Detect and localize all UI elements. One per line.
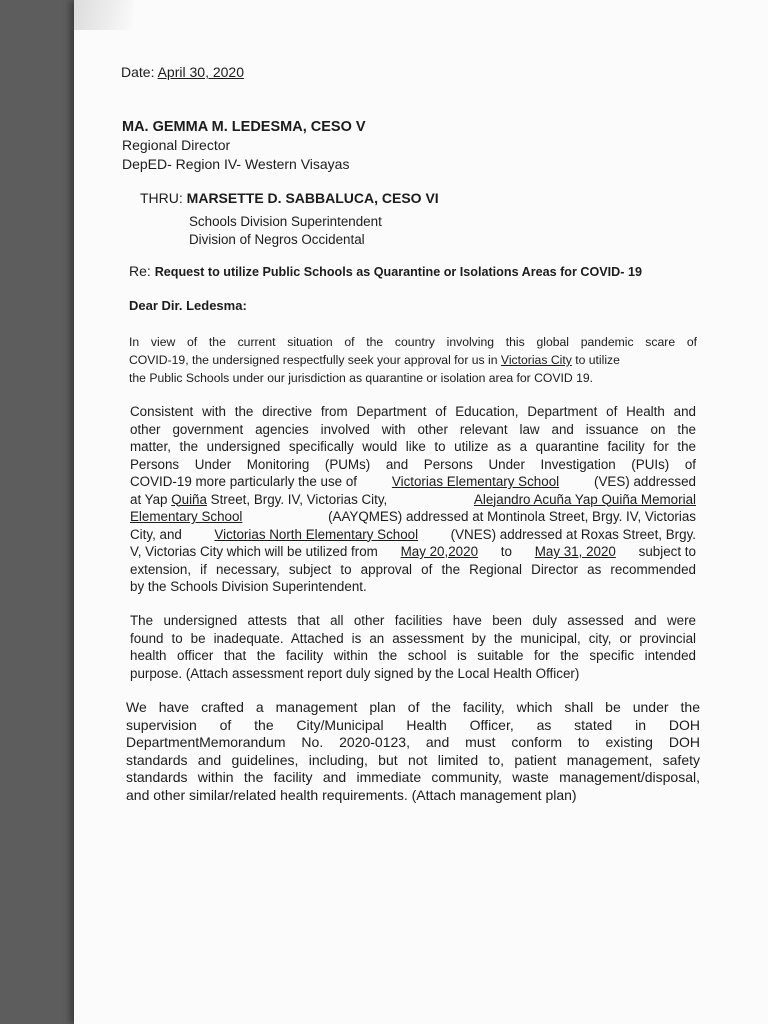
- p3-line-1: The undersigned attests that all other facilities have been duly assessed and were: [130, 613, 696, 628]
- p4-word: supervision: [126, 716, 197, 733]
- thru-office: Division of Negros Occidental: [189, 232, 365, 247]
- p4-word: as: [536, 716, 552, 733]
- p2-line-4: Persons Under Monitoring (PUMs) and Persons Under Investigation (PUIs) of: [130, 456, 696, 472]
- school-name-aayqmes-cont: Elementary School: [130, 509, 243, 524]
- p2-text-part: at Yap: [130, 491, 172, 507]
- p2-line-3: matter, the undersigned specifically would like to utilize as a quarantine facility for the: [130, 439, 696, 454]
- p2-text: to: [500, 544, 512, 559]
- p2-text: (VNES) addressed at Roxas Street, Brgy.: [450, 526, 696, 542]
- p4-line-1: We have crafted a management plan of the facility, which shall be under the: [126, 699, 700, 715]
- p1-city-link: Victorias City: [500, 353, 572, 367]
- p2-text-part: Street, Brgy. IV, Victorias City,: [206, 491, 388, 507]
- p1-line-1: In view of the current situation of the country involving this global pandemic scare of: [129, 335, 697, 349]
- p4-word: Health: [406, 716, 447, 733]
- end-date: May 31, 2020: [534, 544, 616, 559]
- scanned-letter-page: [74, 0, 768, 1024]
- p3-line-3: health officer that the facility within the school is suitable for the specific intended: [130, 648, 696, 663]
- p1-text-end: to utilize: [571, 353, 620, 367]
- school-name-aayqmes: Alejandro Acuña Yap Quiña Memorial: [473, 491, 696, 507]
- start-date: May 20,2020: [400, 544, 479, 559]
- thru-label: THRU:: [140, 190, 183, 206]
- p4-word: DOH: [668, 716, 700, 733]
- p2-text: V, Victorias City which will be utilized from: [130, 544, 378, 559]
- p2-line-7: [130, 508, 696, 526]
- p2-line-9: [130, 543, 696, 561]
- p2-text: (VES) addressed: [594, 474, 696, 489]
- p2-text: (AAYQMES) addressed at Montinola Street, Brgy. IV, Victorias: [328, 509, 696, 524]
- p2-line-10: extension, if necessary, subject to approval of the Regional Director as recommended: [130, 561, 696, 577]
- thru-line: [140, 190, 439, 207]
- p2-line-6: [130, 491, 696, 509]
- p4-word: City/Municipal: [296, 716, 384, 733]
- p4-line-6: and other similar/related health requirements. (Attach management plan): [126, 786, 577, 803]
- date-line: [121, 64, 244, 81]
- p1-text: COVID-19, the undersigned respectfully seek your approval for us in: [129, 353, 501, 367]
- p2-line-1: Consistent with the directive from Department of Education, Department of Health and: [130, 404, 696, 419]
- p4-word: stated: [574, 716, 613, 733]
- p2-text: subject to: [638, 544, 696, 559]
- date-value: April 30, 2020: [157, 64, 244, 80]
- addressee-office: DepED- Region IV- Western Visayas: [122, 156, 350, 172]
- p4-word: Officer,: [469, 716, 514, 733]
- subject-text: Request to utilize Public Schools as Quarantine or Isolations Areas for COVID- 19: [154, 265, 642, 279]
- street-name: Quiña: [171, 491, 207, 507]
- p2-text: [130, 491, 387, 509]
- p1-line-2: [129, 352, 620, 369]
- letter-content: [74, 0, 768, 1024]
- p4-line-4: standards and guidelines, including, but not limited to, patient management, safety: [126, 751, 700, 768]
- p2-text: City, and: [130, 526, 182, 542]
- subject-label: Re:: [129, 263, 151, 279]
- p4-line-5: standards within the facility and immediate community, waste management/disposal,: [126, 769, 700, 785]
- p2-line-2: other government agencies involved with other relevant law and issuance on the: [130, 421, 696, 437]
- p2-line-11: by the Schools Division Superintendent.: [130, 579, 367, 594]
- thru-name: MARSETTE D. SABBALUCA, CESO VI: [186, 190, 439, 206]
- p4-line-3: DepartmentMemorandum No. 2020-0123, and must conform to existing DOH: [126, 734, 700, 750]
- p1-line-3: the Public Schools under our jurisdiction as quarantine or isolation area for COVID 19.: [129, 371, 594, 385]
- school-name-vnes: Victorias North Elementary School: [214, 526, 419, 542]
- p4-line-2: [126, 717, 700, 735]
- p3-line-4: purpose. (Attach assessment report duly signed by the Local Health Officer): [130, 665, 580, 681]
- p3-line-2: found to be inadequate. Attached is an assessment by the municipal, city, or provincial: [130, 630, 696, 646]
- addressee-name: MA. GEMMA M. LEDESMA, CESO V: [122, 119, 366, 135]
- salutation: Dear Dir. Ledesma:: [129, 298, 247, 313]
- p2-line-5: [130, 473, 696, 491]
- school-name-ves: Victorias Elementary School: [391, 474, 560, 489]
- p4-word: the: [254, 716, 274, 733]
- date-label: Date:: [121, 64, 155, 80]
- thru-title: Schools Division Superintendent: [189, 214, 382, 229]
- p2-text: COVID-19 more particularly the use of: [130, 474, 357, 489]
- addressee-title: Regional Director: [122, 137, 231, 153]
- p4-word: in: [635, 716, 647, 733]
- p2-line-8: [130, 526, 696, 544]
- p4-word: of: [219, 716, 232, 733]
- subject-line: [129, 263, 642, 281]
